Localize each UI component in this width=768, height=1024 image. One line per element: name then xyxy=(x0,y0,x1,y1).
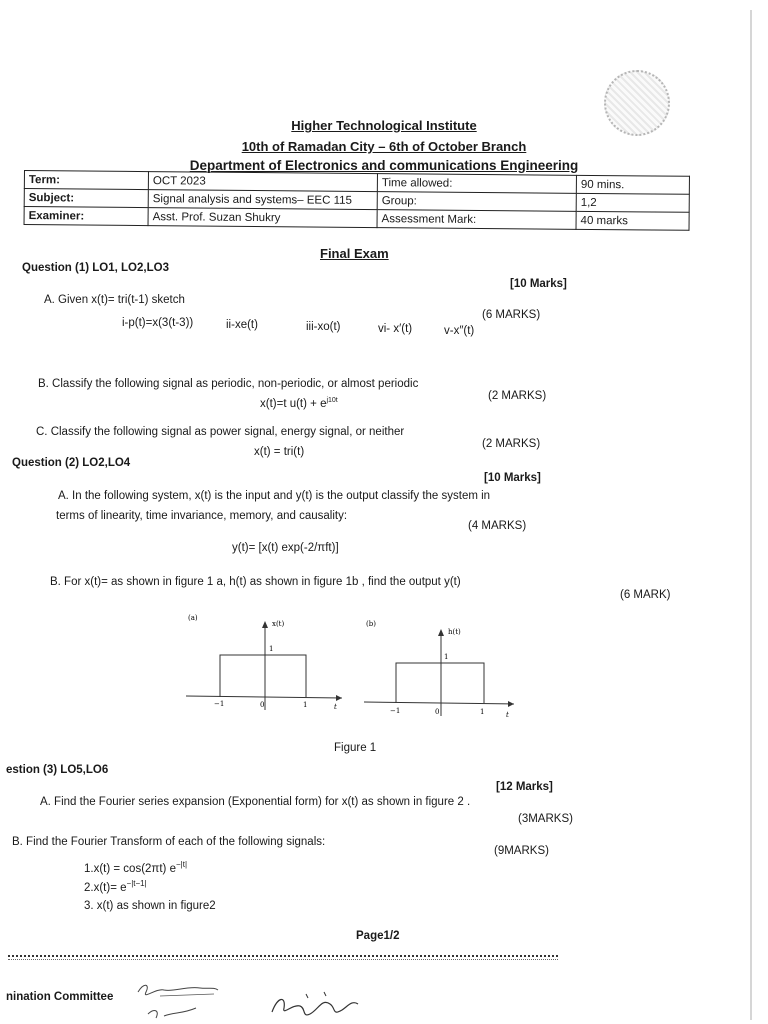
term-label: Term: xyxy=(24,171,148,190)
figure-1a-t-axis xyxy=(186,696,342,698)
figure-1a-t-arrow xyxy=(336,695,342,701)
figure-1b-y-arrow xyxy=(438,629,444,636)
signature-2 xyxy=(266,984,366,1024)
q1-title: Question (1) LO1, LO2,LO3 xyxy=(22,262,169,274)
q2-title: Question (2) LO2,LO4 xyxy=(12,457,131,469)
figure-1b-tick-1: 1 xyxy=(480,708,485,716)
department-name: Department of Electronics and communications Engineering xyxy=(189,158,579,173)
q1-a-v: v-x″(t) xyxy=(444,325,475,337)
q1-a-text: A. Given x(t)= tri(t-1) sketch xyxy=(44,294,185,306)
figure-1a-tick-neg1: −1 xyxy=(214,700,225,708)
q1-a-marks: (6 MARKS) xyxy=(482,309,541,321)
figure-1a-level: 1 xyxy=(269,645,274,653)
q1-b-marks: (2 MARKS) xyxy=(488,390,547,402)
figure-1b-level: 1 xyxy=(444,653,449,661)
q2-a-equation: y(t)= [x(t) exp(-2/πft)] xyxy=(232,542,339,554)
figure-1a-tick-0: 0 xyxy=(260,701,265,709)
figure-1a-tag: (a) xyxy=(188,614,198,622)
q1-b-equation: x(t)=t $u(t) + e^{j10t}$ xyxy=(260,397,338,410)
assessment-value: 40 marks xyxy=(576,211,689,230)
q3-a-marks: (3MARKS) xyxy=(518,813,573,825)
q1-a-vi: vi- x′(t) xyxy=(378,323,413,335)
q1-a-iii: iii-xo(t) xyxy=(306,321,341,333)
q3-item-1: 1.x(t) = cos(2πt) $e^{-|t|}$ xyxy=(84,860,188,875)
figure-1a-tick-1: 1 xyxy=(303,701,308,709)
page-number: Page1/2 xyxy=(356,930,400,942)
figure-1b-tick-neg1: −1 xyxy=(390,707,401,715)
figure-1b-tick-0: 0 xyxy=(435,708,440,716)
footer-divider-inner xyxy=(8,959,558,960)
figure-1a-ylabel: x(t) xyxy=(272,620,285,628)
q1-a-ii: ii-xe(t) xyxy=(226,319,258,331)
q3-item-3: 3. x(t) as shown in figure2 xyxy=(84,900,216,912)
term-value: OCT 2023 xyxy=(148,172,377,192)
q1-c-equation: x(t) = tri(t) xyxy=(254,446,305,458)
footer-committee: nination Committee xyxy=(6,991,114,1003)
q3-title: estion (3) LO5,LO6 xyxy=(6,764,109,776)
time-label: Time allowed: xyxy=(377,174,576,194)
q3-item-2: $2.x(t)= e^{-|t-1|}$ xyxy=(84,879,147,894)
q2-b-text: B. For x(t)= as shown in figure 1 a, h(t) as shown in figure 1b , find the output y(t) xyxy=(50,576,461,588)
group-label: Group: xyxy=(377,192,576,212)
figure-1b-t-label: t xyxy=(506,711,509,719)
exam-title: Final Exam xyxy=(320,246,389,261)
q3-marks: [12 Marks] xyxy=(496,781,553,793)
figure-1a-y-arrow xyxy=(262,621,268,628)
q2-a-text-line1: A. In the following system, x(t) is the input and y(t) is the output classify the system in xyxy=(58,490,491,502)
assessment-label: Assessment Mark: xyxy=(377,210,576,230)
subject-label: Subject: xyxy=(24,189,148,208)
q2-b-marks: (6 MARK) xyxy=(620,589,671,601)
q2-a-marks: (4 MARKS) xyxy=(468,520,527,532)
figure-1a-rect-pulse xyxy=(220,655,306,697)
figure-1b-tag: (b) xyxy=(366,620,376,628)
signature-1 xyxy=(130,978,230,1024)
figure-1b-rect-pulse xyxy=(396,663,484,703)
q2-a-text-line2: terms of linearity, time invariance, memory, and causality: xyxy=(56,510,348,522)
examiner-value: Asst. Prof. Suzan Shukry xyxy=(148,208,377,228)
exam-info-table xyxy=(24,170,690,231)
q3-b-marks: (9MARKS) xyxy=(494,845,549,857)
q3-a-text: A. Find the Fourier series expansion (Exponential form) for x(t) as shown in figure 2 . xyxy=(40,796,471,808)
examiner-label: Examiner: xyxy=(24,207,148,226)
time-value: 90 mins. xyxy=(576,175,689,194)
subject-value: Signal analysis and systems– EEC 115 xyxy=(148,190,377,210)
q1-b-text: B. Classify the following signal as periodic, non-periodic, or almost periodic xyxy=(38,378,419,390)
q3-b-text: B. Find the Fourier Transform of each of the following signals: xyxy=(12,836,326,848)
q1-c-marks: (2 MARKS) xyxy=(482,438,541,450)
institute-name: Higher Technological Institute xyxy=(291,118,477,133)
q1-a-i: i-p(t)=x(3(t-3)) xyxy=(122,317,194,329)
q1-c-text: C. Classify the following signal as power signal, energy signal, or neither xyxy=(36,426,405,438)
q2-marks: [10 Marks] xyxy=(484,472,541,484)
q1-marks: [10 Marks] xyxy=(510,278,567,290)
figure-1a-t-label: t xyxy=(334,703,337,711)
branch-name: 10th of Ramadan City – 6th of October Branch xyxy=(241,139,527,154)
figure-1a xyxy=(180,608,350,718)
figure-1b-ylabel: h(t) xyxy=(448,628,461,636)
footer-divider xyxy=(8,955,558,957)
figure-1b-t-axis xyxy=(364,702,514,704)
group-value: 1,2 xyxy=(576,193,689,212)
figure-1b-t-arrow xyxy=(508,701,514,707)
figure-1-caption: Figure 1 xyxy=(334,742,377,754)
figure-1b xyxy=(358,614,528,724)
